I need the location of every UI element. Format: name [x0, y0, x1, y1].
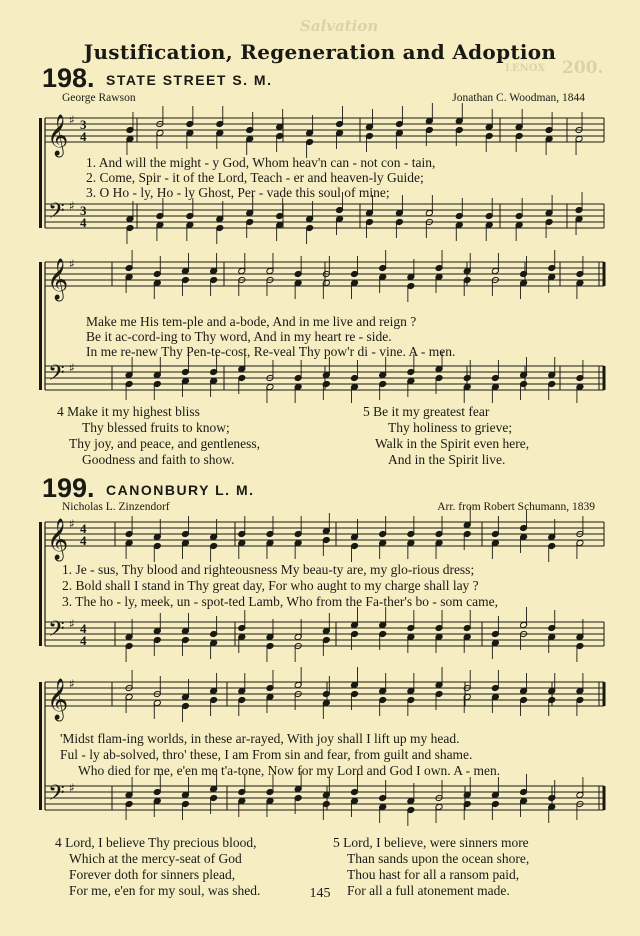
verse-line: Which at the mercy-seat of God: [69, 851, 242, 866]
words-credit: Nicholas L. Zinzendorf: [62, 501, 170, 513]
lyric-line: 1. Je - sus, Thy blood and righteousness My beau-ty are, my glo-rious dress;: [62, 562, 475, 577]
system-brace: [39, 262, 42, 390]
time-signature: 3: [80, 203, 87, 218]
treble-clef-icon: 𝄞: [47, 259, 69, 300]
bleed-through-left: Salvation: [300, 17, 379, 35]
hymn-number: 199.: [42, 473, 95, 503]
music-credit: Jonathan C. Woodman, 1844: [452, 92, 585, 104]
verse-line: And in the Spirit live.: [388, 452, 506, 467]
lyric-line: Ful - ly ab-solved, thro' these, I am From sin and fear, from guilt and shame.: [60, 747, 473, 762]
lyric-line: 1. And will the might - y God, Whom heav'n can - not con - tain,: [86, 155, 436, 170]
verse-line: Goodness and faith to show.: [82, 452, 235, 467]
time-signature: 3: [80, 117, 87, 132]
treble-clef-icon: 𝄞: [47, 115, 69, 156]
sharp-icon: ♯: [69, 113, 75, 127]
lyric-line: 'Midst flam-ing worlds, in these ar-rayed, With joy shall I lift up my head.: [60, 731, 460, 746]
bleed-through-right-tune: LENOX: [505, 63, 546, 74]
lyric-line: Make me His tem-ple and a-bode, And in me live and reign ?: [86, 314, 417, 329]
lyric-line: In me re-new Thy Pen-te-cost, Re-veal Thy pow'r di - vine. A - men.: [86, 344, 456, 359]
hymn-number: 198.: [42, 63, 95, 93]
sharp-icon: ♯: [69, 617, 75, 631]
words-credit: George Rawson: [62, 92, 136, 104]
verse-line: 5 Be it my greatest fear: [363, 404, 490, 419]
verse-line: 5 Lord, I believe, were sinners more: [333, 835, 529, 850]
lyric-line: 2. Bold shall I stand in Thy great day, For who aught to my charge shall lay ?: [62, 578, 479, 593]
system-brace: [39, 118, 42, 228]
bleed-through-right: 200.: [562, 58, 604, 78]
running-title: Justification, Regeneration and Adoption: [83, 40, 557, 64]
time-signature: 4: [80, 533, 87, 548]
lyric-line: Be it ac-cord-ing to Thy word, And in my heart re - side.: [86, 329, 392, 344]
time-signature: 4: [80, 129, 87, 144]
lyric-line: Who died for me, e'en me t'a-tone, Now for my Lord and God I own. A - men.: [78, 763, 501, 778]
bass-clef-icon: 𝄢: [48, 361, 65, 391]
page-number: 145: [309, 886, 331, 901]
treble-clef-icon: 𝄞: [47, 519, 69, 560]
music-credit: Arr. from Robert Schumann, 1839: [437, 501, 595, 513]
time-signature: 4: [80, 215, 87, 230]
lyric-line: 3. O Ho - ly, Ho - ly Ghost, Per - vade this soul of mine;: [86, 185, 390, 200]
lyric-line: 2. Come, Spir - it of the Lord, Teach - er and heaven-ly Guide;: [86, 170, 424, 185]
sharp-icon: ♯: [69, 257, 75, 271]
time-signature: 4: [80, 633, 87, 648]
lyric-line: 3. The ho - ly, meek, un - spot-ted Lamb, Who from the Fa-ther's bo - som came,: [62, 594, 498, 609]
time-signature: 4: [80, 521, 87, 536]
tune-name: CANONBURY L. M.: [106, 482, 255, 498]
verse-line: Than sands upon the ocean shore,: [347, 851, 530, 866]
verse-line: Thy holiness to grieve;: [388, 420, 513, 435]
verse-line: Thou hast for all a ransom paid,: [347, 867, 520, 882]
bass-clef-icon: 𝄢: [48, 199, 65, 229]
bass-clef-icon: 𝄢: [48, 617, 65, 647]
tune-name: STATE STREET S. M.: [106, 72, 273, 88]
verse-line: Walk in the Spirit even here,: [375, 436, 530, 451]
verse-line: Thy joy, and peace, and gentleness,: [69, 436, 261, 451]
sharp-icon: ♯: [69, 517, 75, 531]
time-signature: 4: [80, 621, 87, 636]
system-brace: [39, 522, 42, 646]
verse-line: Thy blessed fruits to know;: [82, 420, 230, 435]
verse-line: 4 Lord, I believe Thy precious blood,: [55, 835, 257, 850]
verse-line: 4 Make it my highest bliss: [57, 404, 200, 419]
treble-clef-icon: 𝄞: [47, 679, 69, 720]
system-brace: [39, 682, 42, 810]
verse-line: For me, e'en for my soul, was shed.: [69, 883, 261, 898]
sharp-icon: ♯: [69, 361, 75, 375]
sharp-icon: ♯: [69, 677, 75, 691]
bass-clef-icon: 𝄢: [48, 781, 65, 811]
verse-line: For all a full atonement made.: [347, 883, 510, 898]
sharp-icon: ♯: [69, 781, 75, 795]
verse-line: Forever doth for sinners plead,: [69, 867, 236, 882]
sharp-icon: ♯: [69, 199, 75, 213]
